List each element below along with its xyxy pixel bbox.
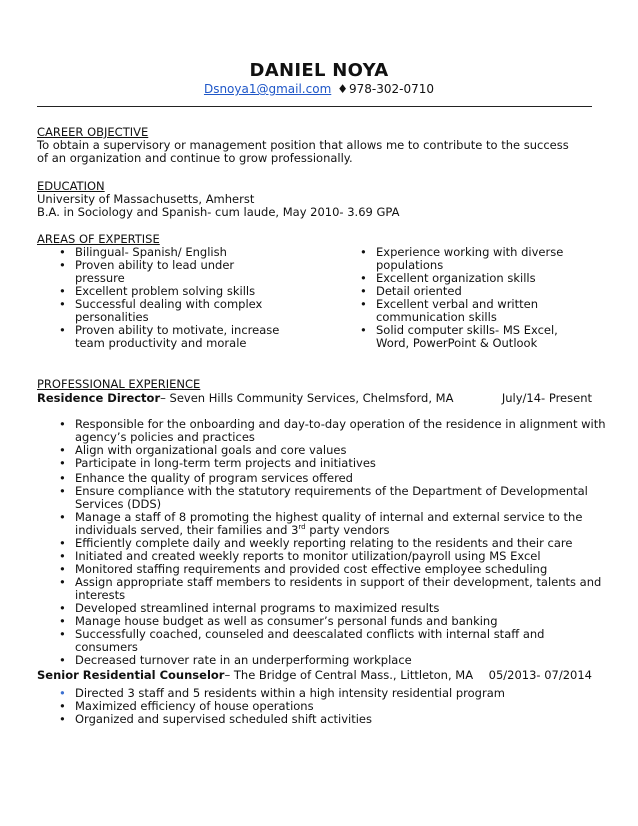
duty-item: • Assign appropriate staff members to residents in support of their development, talents and interests: [37, 576, 607, 602]
expertise-item: • Detail oriented: [338, 285, 588, 298]
expertise-heading: AREAS OF EXPERTISE: [37, 232, 160, 246]
duty-item: • Decreased turnover rate in an underperforming workplace: [37, 654, 607, 667]
duty-item: • Responsible for the onboarding and day-to-day operation of the residence in alignment with agency’s policies and practices: [37, 418, 607, 444]
job-employer: – Seven Hills Community Services, Chelmsford, MA: [160, 391, 454, 405]
expertise-item: • Bilingual- Spanish/ English: [37, 246, 287, 259]
education-section: [37, 180, 399, 219]
duty-item: • Manage house budget as well as consumer’s personal funds and banking: [37, 615, 607, 628]
job-duties: [37, 418, 607, 667]
expertise-item: • Solid computer skills- MS Excel, Word, PowerPoint & Outlook: [338, 324, 588, 350]
education-school: University of Massachusetts, Amherst: [37, 192, 255, 206]
email-link[interactable]: Dsnoya1@gmail.com: [203, 82, 332, 96]
job-header: [37, 391, 592, 405]
job-employer: – The Bridge of Central Mass., Littleton, MA: [224, 668, 474, 682]
duty-item: • Maximized efficiency of house operations: [37, 700, 607, 713]
education-heading: EDUCATION: [37, 179, 105, 193]
education-degree: B.A. in Sociology and Spanish- cum laude, May 2010- 3.69 GPA: [37, 205, 400, 219]
expertise-item: • Excellent problem solving skills: [37, 285, 287, 298]
duty-item: • Developed streamlined internal programs to maximized results: [37, 602, 607, 615]
duty-item: • Participate in long-term term projects and initiatives: [37, 457, 607, 470]
phone-number: 978-302-0710: [349, 82, 435, 96]
job-dates: July/14- Present: [501, 391, 592, 405]
duty-item: • Manage a staff of 8 promoting the highest quality of internal and external service to the individuals served, their families and 3rd party vendors: [37, 511, 607, 537]
experience-heading-text: PROFESSIONAL EXPERIENCE: [37, 377, 201, 391]
job-title: Senior Residential Counselor: [37, 668, 225, 682]
job-title: Residence Director: [37, 391, 161, 405]
duty-item: • Enhance the quality of program services offered: [37, 472, 607, 485]
duty-item: • Organized and supervised scheduled shift activities: [37, 713, 607, 726]
duty-item: • Ensure compliance with the statutory requirements of the Department of Developmental Services (DDS): [37, 485, 607, 511]
expertise-item: • Excellent organization skills: [338, 272, 588, 285]
header-divider: [37, 106, 592, 107]
expertise-item: • Proven ability to lead under pressure: [37, 259, 287, 285]
duty-item: • Successfully coached, counseled and deescalated conflicts with internal staff and consumers: [37, 628, 607, 654]
job-duties: [37, 687, 607, 726]
duty-item: • Align with organizational goals and core values: [37, 444, 607, 457]
career-objective-section: [37, 126, 577, 165]
duty-item: • Initiated and created weekly reports to monitor utilization/payroll using MS Excel: [37, 550, 607, 563]
expertise-right-column: [338, 246, 588, 350]
expertise-item: • Experience working with diverse populations: [338, 246, 588, 272]
expertise-item: • Proven ability to motivate, increase team productivity and morale: [37, 324, 287, 350]
expertise-left-column: [37, 246, 287, 350]
career-objective-text: To obtain a supervisory or management position that allows me to contribute to the success of an organization and continue to grow professionally.: [37, 138, 569, 165]
diamond-separator-icon: ♦: [337, 82, 349, 96]
experience-heading: [37, 378, 200, 391]
career-objective-heading: CAREER OBJECTIVE: [37, 125, 149, 139]
contact-line: [0, 82, 638, 96]
candidate-name: DANIEL NOYA: [249, 60, 389, 81]
job-header: [37, 668, 592, 682]
duty-item: • Efficiently complete daily and weekly reporting relating to the residents and their care: [37, 537, 607, 550]
expertise-item: • Excellent verbal and written communication skills: [338, 298, 588, 324]
job-dates: 05/2013- 07/2014: [488, 668, 592, 682]
duty-item: • Directed 3 staff and 5 residents within a high intensity residential program: [37, 687, 607, 700]
duty-item: • Monitored staffing requirements and provided cost effective employee scheduling: [37, 563, 607, 576]
expertise-item: • Successful dealing with complex personalities: [37, 298, 287, 324]
